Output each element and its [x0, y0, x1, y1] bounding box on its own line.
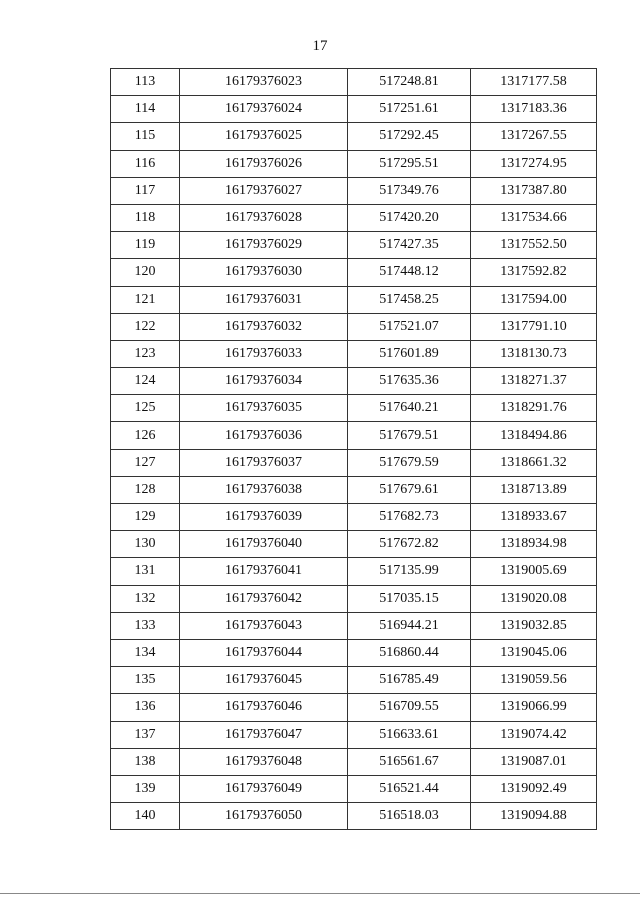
coordinates-table [110, 68, 597, 830]
y-coordinate-cell: 1318130.73 [471, 340, 597, 367]
point-number-cell: 134 [111, 639, 180, 666]
table-row [111, 177, 597, 204]
point-id-cell: 16179376029 [180, 232, 348, 259]
point-number-cell: 140 [111, 803, 180, 830]
point-id-cell: 16179376035 [180, 395, 348, 422]
point-number-cell: 135 [111, 667, 180, 694]
point-number-cell: 114 [111, 96, 180, 123]
table-row [111, 286, 597, 313]
table-row [111, 803, 597, 830]
table-row [111, 639, 597, 666]
x-coordinate-cell: 516518.03 [348, 803, 471, 830]
y-coordinate-cell: 1317183.36 [471, 96, 597, 123]
x-coordinate-cell: 517682.73 [348, 504, 471, 531]
point-number-cell: 132 [111, 585, 180, 612]
point-id-cell: 16179376036 [180, 422, 348, 449]
point-number-cell: 120 [111, 259, 180, 286]
table-row [111, 69, 597, 96]
x-coordinate-cell: 517679.61 [348, 476, 471, 503]
y-coordinate-cell: 1319092.49 [471, 775, 597, 802]
x-coordinate-cell: 517349.76 [348, 177, 471, 204]
point-id-cell: 16179376049 [180, 775, 348, 802]
y-coordinate-cell: 1317594.00 [471, 286, 597, 313]
point-id-cell: 16179376025 [180, 123, 348, 150]
x-coordinate-cell: 517135.99 [348, 558, 471, 585]
table-row [111, 150, 597, 177]
x-coordinate-cell: 516860.44 [348, 639, 471, 666]
point-id-cell: 16179376045 [180, 667, 348, 694]
x-coordinate-cell: 516561.67 [348, 748, 471, 775]
point-number-cell: 137 [111, 721, 180, 748]
table-row [111, 204, 597, 231]
point-number-cell: 124 [111, 368, 180, 395]
x-coordinate-cell: 516521.44 [348, 775, 471, 802]
table-row [111, 775, 597, 802]
point-number-cell: 125 [111, 395, 180, 422]
y-coordinate-cell: 1319066.99 [471, 694, 597, 721]
y-coordinate-cell: 1317534.66 [471, 204, 597, 231]
point-id-cell: 16179376028 [180, 204, 348, 231]
point-number-cell: 133 [111, 612, 180, 639]
point-id-cell: 16179376024 [180, 96, 348, 123]
point-id-cell: 16179376027 [180, 177, 348, 204]
x-coordinate-cell: 517420.20 [348, 204, 471, 231]
x-coordinate-cell: 516709.55 [348, 694, 471, 721]
table-row [111, 531, 597, 558]
y-coordinate-cell: 1318271.37 [471, 368, 597, 395]
y-coordinate-cell: 1317791.10 [471, 313, 597, 340]
point-number-cell: 130 [111, 531, 180, 558]
x-coordinate-cell: 517521.07 [348, 313, 471, 340]
y-coordinate-cell: 1319074.42 [471, 721, 597, 748]
point-number-cell: 139 [111, 775, 180, 802]
x-coordinate-cell: 516785.49 [348, 667, 471, 694]
table-row [111, 476, 597, 503]
table-body [111, 69, 597, 830]
y-coordinate-cell: 1317267.55 [471, 123, 597, 150]
point-number-cell: 129 [111, 504, 180, 531]
point-id-cell: 16179376039 [180, 504, 348, 531]
y-coordinate-cell: 1318661.32 [471, 449, 597, 476]
x-coordinate-cell: 517601.89 [348, 340, 471, 367]
y-coordinate-cell: 1319005.69 [471, 558, 597, 585]
x-coordinate-cell: 516944.21 [348, 612, 471, 639]
x-coordinate-cell: 517251.61 [348, 96, 471, 123]
table-row [111, 368, 597, 395]
table-row [111, 96, 597, 123]
point-id-cell: 16179376040 [180, 531, 348, 558]
point-id-cell: 16179376050 [180, 803, 348, 830]
table-row [111, 585, 597, 612]
y-coordinate-cell: 1319059.56 [471, 667, 597, 694]
point-id-cell: 16179376042 [180, 585, 348, 612]
y-coordinate-cell: 1317592.82 [471, 259, 597, 286]
table-row [111, 748, 597, 775]
point-number-cell: 116 [111, 150, 180, 177]
point-number-cell: 138 [111, 748, 180, 775]
point-id-cell: 16179376033 [180, 340, 348, 367]
y-coordinate-cell: 1318933.67 [471, 504, 597, 531]
x-coordinate-cell: 517448.12 [348, 259, 471, 286]
point-id-cell: 16179376038 [180, 476, 348, 503]
point-number-cell: 128 [111, 476, 180, 503]
point-id-cell: 16179376037 [180, 449, 348, 476]
y-coordinate-cell: 1317387.80 [471, 177, 597, 204]
table-row [111, 422, 597, 449]
point-number-cell: 117 [111, 177, 180, 204]
table-row [111, 612, 597, 639]
y-coordinate-cell: 1317274.95 [471, 150, 597, 177]
y-coordinate-cell: 1318934.98 [471, 531, 597, 558]
point-number-cell: 121 [111, 286, 180, 313]
table-row [111, 667, 597, 694]
x-coordinate-cell: 517679.51 [348, 422, 471, 449]
x-coordinate-cell: 517640.21 [348, 395, 471, 422]
y-coordinate-cell: 1318494.86 [471, 422, 597, 449]
table-row [111, 395, 597, 422]
table-row [111, 123, 597, 150]
y-coordinate-cell: 1318291.76 [471, 395, 597, 422]
point-id-cell: 16179376034 [180, 368, 348, 395]
point-id-cell: 16179376043 [180, 612, 348, 639]
y-coordinate-cell: 1317177.58 [471, 69, 597, 96]
point-number-cell: 115 [111, 123, 180, 150]
point-id-cell: 16179376032 [180, 313, 348, 340]
point-id-cell: 16179376023 [180, 69, 348, 96]
y-coordinate-cell: 1319094.88 [471, 803, 597, 830]
table-row [111, 232, 597, 259]
point-id-cell: 16179376031 [180, 286, 348, 313]
x-coordinate-cell: 517635.36 [348, 368, 471, 395]
point-id-cell: 16179376030 [180, 259, 348, 286]
x-coordinate-cell: 517458.25 [348, 286, 471, 313]
table-row [111, 558, 597, 585]
point-number-cell: 113 [111, 69, 180, 96]
table-row [111, 694, 597, 721]
x-coordinate-cell: 517679.59 [348, 449, 471, 476]
point-number-cell: 126 [111, 422, 180, 449]
y-coordinate-cell: 1319020.08 [471, 585, 597, 612]
point-id-cell: 16179376026 [180, 150, 348, 177]
point-id-cell: 16179376046 [180, 694, 348, 721]
y-coordinate-cell: 1319045.06 [471, 639, 597, 666]
point-id-cell: 16179376044 [180, 639, 348, 666]
point-number-cell: 136 [111, 694, 180, 721]
page-bottom-rule [0, 893, 640, 894]
point-number-cell: 118 [111, 204, 180, 231]
point-number-cell: 122 [111, 313, 180, 340]
y-coordinate-cell: 1318713.89 [471, 476, 597, 503]
table-row [111, 313, 597, 340]
x-coordinate-cell: 517672.82 [348, 531, 471, 558]
x-coordinate-cell: 517248.81 [348, 69, 471, 96]
table-row [111, 504, 597, 531]
x-coordinate-cell: 517292.45 [348, 123, 471, 150]
table-row [111, 721, 597, 748]
page-number: 17 [312, 38, 328, 54]
point-number-cell: 123 [111, 340, 180, 367]
table-row [111, 340, 597, 367]
point-id-cell: 16179376047 [180, 721, 348, 748]
point-id-cell: 16179376048 [180, 748, 348, 775]
point-number-cell: 131 [111, 558, 180, 585]
x-coordinate-cell: 517427.35 [348, 232, 471, 259]
table-row [111, 259, 597, 286]
point-number-cell: 127 [111, 449, 180, 476]
point-id-cell: 16179376041 [180, 558, 348, 585]
x-coordinate-cell: 517035.15 [348, 585, 471, 612]
y-coordinate-cell: 1319032.85 [471, 612, 597, 639]
point-number-cell: 119 [111, 232, 180, 259]
x-coordinate-cell: 516633.61 [348, 721, 471, 748]
table-row [111, 449, 597, 476]
x-coordinate-cell: 517295.51 [348, 150, 471, 177]
y-coordinate-cell: 1319087.01 [471, 748, 597, 775]
y-coordinate-cell: 1317552.50 [471, 232, 597, 259]
